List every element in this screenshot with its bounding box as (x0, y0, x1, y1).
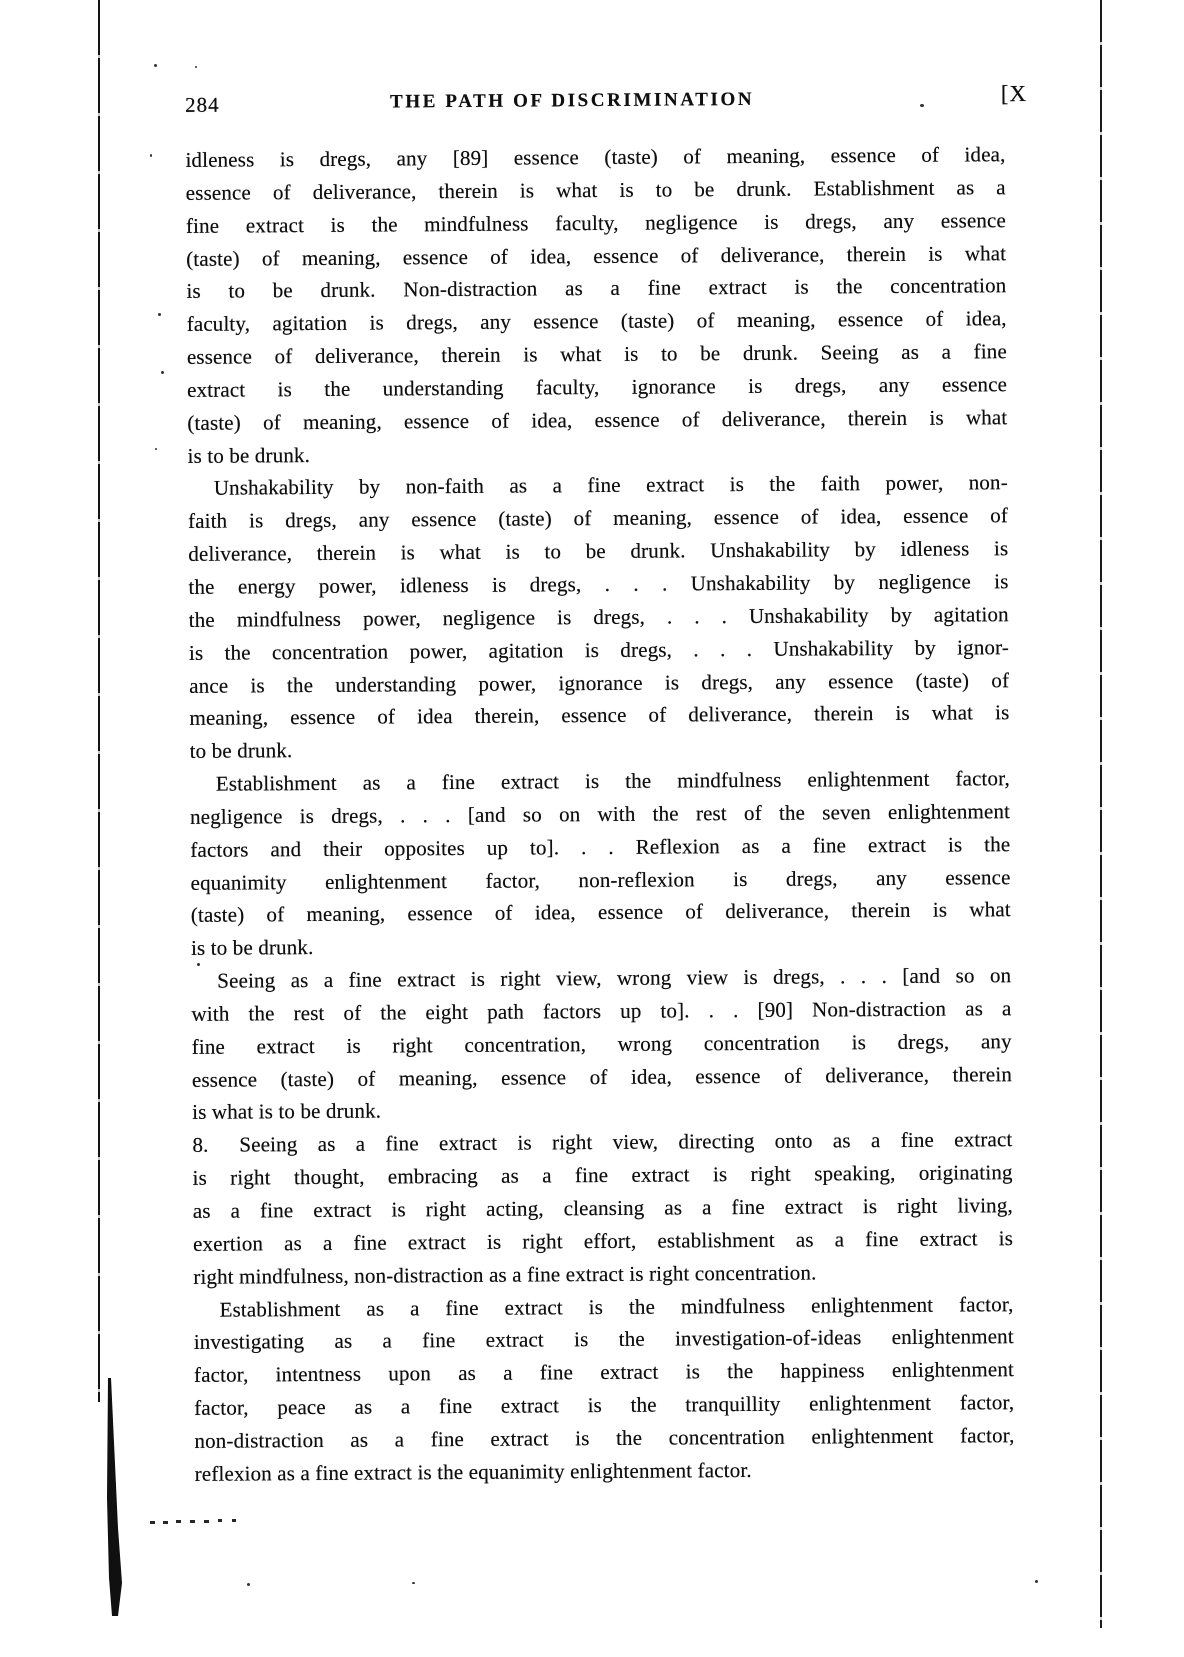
text-line: faith is dregs, any essence (taste) of meaning, essence of idea, essence of (187, 503, 1009, 534)
text-line: is the concentration power, agitation is dregs, . . . Unshakability by ignor- (188, 634, 1010, 665)
body-text-block (185, 138, 1014, 1490)
text-line: non-distraction as a fine extract is the concentration enlightenment factor, (194, 1423, 1015, 1453)
text-line: right mindfulness, non-distraction as a fine extract is right concentration. (193, 1260, 817, 1289)
text-line: equanimity enlightenment factor, non-reflexion is dregs, any essence (190, 864, 1011, 895)
text-line: essence (taste) of meaning, essence of idea, essence of deliverance, therein (191, 1061, 1013, 1092)
text-line: to be drunk. (189, 738, 293, 764)
chapter-marker: [X (1000, 81, 1028, 107)
text-line: is right thought, embracing as a fine extract is right speaking, originating (192, 1160, 1013, 1191)
running-title: THE PATH OF DISCRIMINATION (390, 88, 755, 113)
text-line: negligence is dregs, . . . [and so on with the rest of the seven enlightenment (190, 799, 1011, 829)
text-line: idleness is dregs, any [89] essence (taste) of meaning, essence of idea, (185, 142, 1006, 172)
text-line: (taste) of meaning, essence of idea, essence of deliverance, therein is what (190, 897, 1011, 928)
page-number: 284 (185, 92, 220, 117)
text-line: essence of deliverance, therein is what is to be drunk. Seeing as a fine (186, 339, 1007, 369)
text-line: Establishment as a fine extract is the mindfulness enlightenment factor, (215, 766, 1010, 796)
text-line: ance is the understanding power, ignorance is dregs, any essence (taste) of (189, 667, 1010, 698)
text-line: is to be drunk. Non-distraction as a fine extract is the concentration (186, 273, 1007, 304)
text-line: fine extract is the mindfulness faculty, negligence is dregs, any essence (185, 207, 1007, 238)
text-line: factor, peace as a fine extract is the tranquillity enlightenment factor, (194, 1390, 1015, 1420)
text-line: 8. Seeing as a fine extract is right view, directing onto as a fine extract (192, 1127, 1013, 1158)
text-line: with the rest of the eight path factors up to]. . . [90] Non-distraction as a (191, 996, 1012, 1026)
text-line: (taste) of meaning, essence of idea, essence of deliverance, therein is what (186, 240, 1007, 271)
text-line: Unshakability by non-faith as a fine extract is the faith power, non- (213, 470, 1008, 501)
text-line: is what is to be drunk. (192, 1099, 382, 1125)
text-line: meaning, essence of idea therein, essence of deliverance, therein is what is (189, 700, 1010, 731)
text-line: (taste) of meaning, essence of idea, essence of deliverance, therein is what (187, 404, 1008, 435)
text-line: is to be drunk. (187, 442, 311, 468)
running-header (185, 81, 1028, 121)
text-line: faculty, agitation is dregs, any essence (taste) of meaning, essence of idea, (186, 306, 1007, 337)
text-line: fine extract is right concentration, wrong concentration is dregs, any (191, 1028, 1012, 1059)
text-line: as a fine extract is right acting, cleansing as a fine extract is right living, (192, 1193, 1013, 1223)
text-line: Seeing as a fine extract is right view, wrong view is dregs, . . . [and so on (217, 963, 1012, 993)
text-line: essence of deliverance, therein is what is to be drunk. Establishment as a (185, 174, 1006, 205)
text-line: factor, intentness upon as a fine extract is the happiness enlightenment (193, 1357, 1015, 1388)
text-line: extract is the understanding faculty, ignorance is dregs, any essence (187, 372, 1008, 402)
text-line: is to be drunk. (190, 935, 314, 961)
text-line: the energy power, idleness is dregs, . . . Unshakability by negligence is (188, 569, 1009, 599)
text-line: investigating as a fine extract is the investigation-of-ideas enlightenment (193, 1324, 1014, 1355)
text-line: deliverance, therein is what is to be drunk. Unshakability by idleness is (188, 536, 1009, 566)
text-line: exertion as a fine extract is right effort, establishment as a fine extract is (193, 1225, 1014, 1256)
text-line: reflexion as a fine extract is the equanimity enlightenment factor. (194, 1457, 752, 1486)
text-line: the mindfulness power, negligence is dregs, . . . Unshakability by agitation (188, 601, 1009, 632)
text-line: factors and their opposites up to]. . . Reflexion as a fine extract is the (190, 831, 1011, 862)
text-line: Establishment as a fine extract is the mindfulness enlightenment factor, (219, 1291, 1014, 1322)
